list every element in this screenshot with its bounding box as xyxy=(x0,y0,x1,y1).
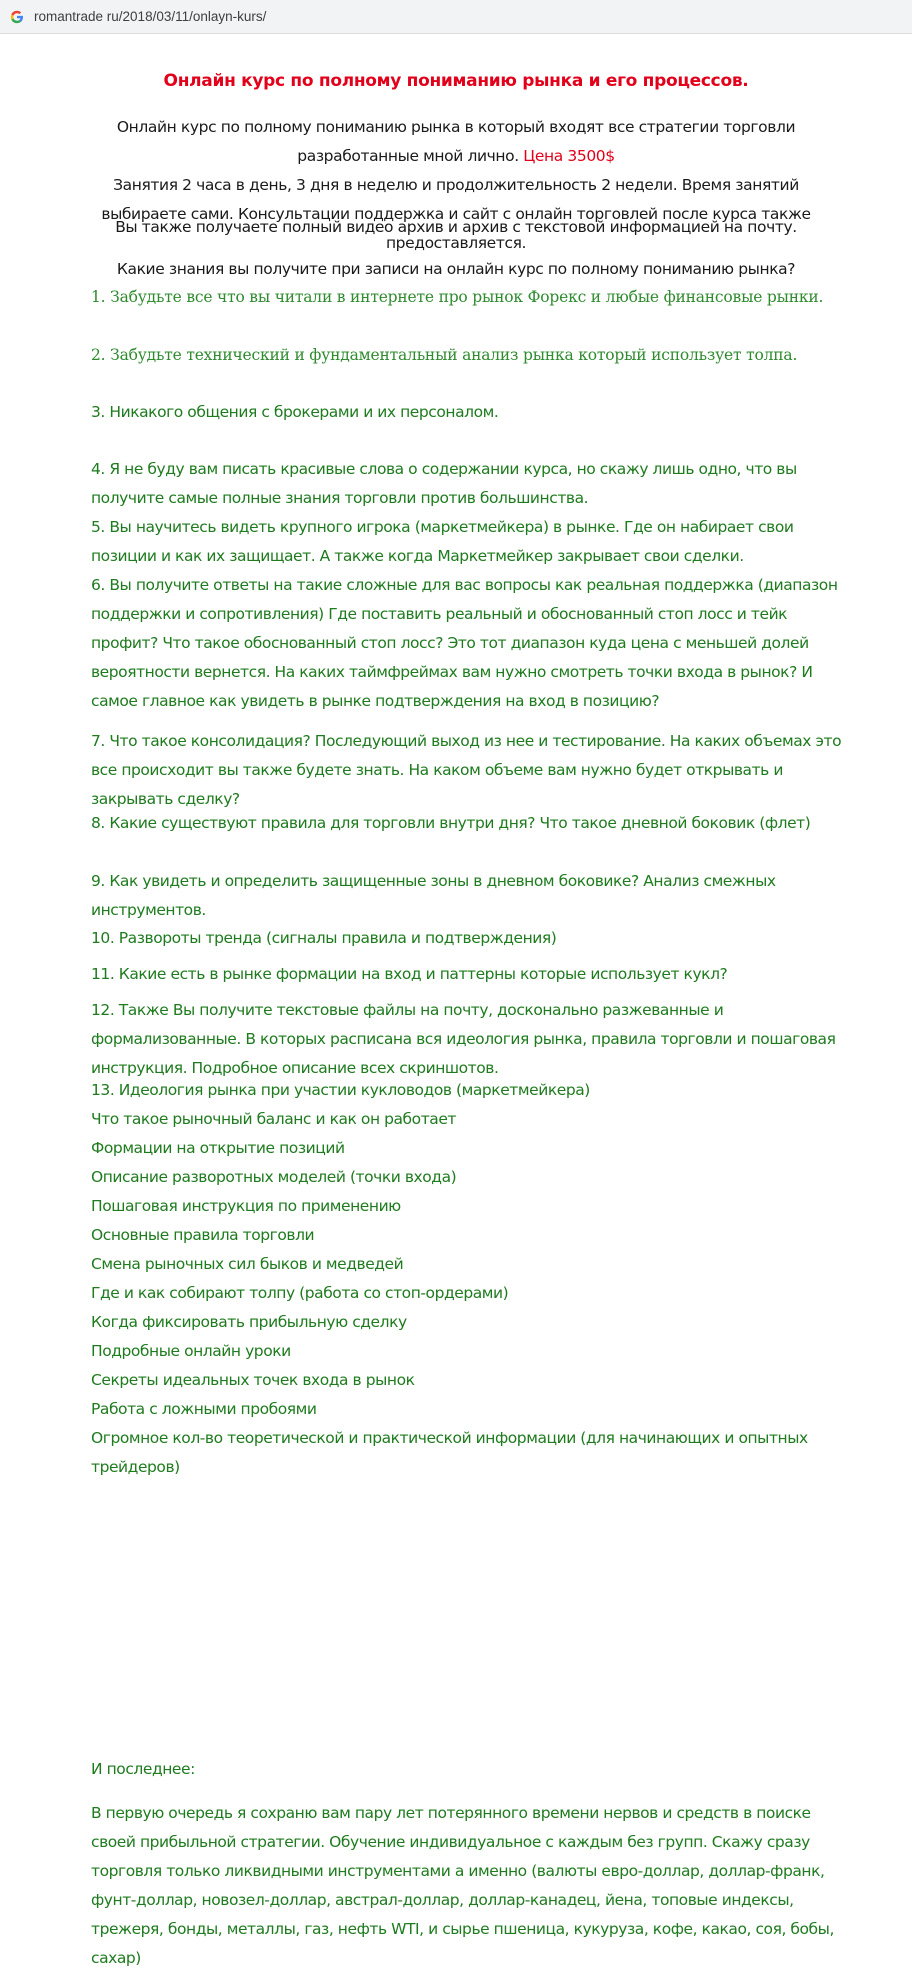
list-item: 5. Вы научитесь видеть крупного игрока (маркетмейкера) в рынке. Где он набирает свои позиции и как их защищает. А также когда Маркетмейкер закрывает свои сделки. xyxy=(91,518,794,565)
list-item: Формации на открытие позиций xyxy=(91,1139,345,1157)
list-item: 6. Вы получите ответы на такие сложные для вас вопросы как реальная поддержка (диапазон поддержки и сопротивления) Где поставить реальный и обоснованный стоп лосс и тейк профит? Что такое обоснованный стоп лосс? Это тот диапазон куда цена с меньшей долей вероятности вернется. На каких таймфреймах вам нужно смотреть точки входа в рынок? И самое главное как увидеть в рынке подтверждения на вход в позицию? xyxy=(91,576,838,710)
list-item: Когда фиксировать прибыльную сделку xyxy=(91,1313,407,1331)
price-label: Цена 3500$ xyxy=(523,147,615,165)
list-item: Секреты идеальных точек входа в рынок xyxy=(91,1371,415,1389)
list-item: Смена рыночных сил быков и медведей xyxy=(91,1255,404,1273)
list-item: 2. Забудьте технический и фундаментальный анализ рынка который использует толпа. xyxy=(91,346,798,364)
list-item: 8. Какие существуют правила для торговли внутри дня? Что такое дневной боковик (флет) xyxy=(91,814,811,832)
list-item: 1. Забудьте все что вы читали в интернете про рынок Форекс и любые финансовые рынки. xyxy=(91,288,824,306)
list-item: Пошаговая инструкция по применению xyxy=(91,1197,401,1215)
schedule-text: Занятия 2 часа в день, 3 дня в неделю и продолжительность 2 недели. Время занятий выбираете сами. Консультации поддержка и сайт с онлайн торговлей после курса также предоставляется. xyxy=(101,176,811,252)
list-item: 10. Развороты тренда (сигналы правила и подтверждения) xyxy=(91,929,557,947)
list-item: 9. Как увидеть и определить защищенные зоны в дневном боковике? Анализ смежных инструментов. xyxy=(91,872,776,919)
google-g-icon xyxy=(10,10,24,24)
list-item: Где и как собирают толпу (работа со стоп-ордерами) xyxy=(91,1284,509,1302)
intro-paragraph xyxy=(90,113,822,258)
list-item: Основные правила торговли xyxy=(91,1226,315,1244)
item-13-list xyxy=(91,1076,851,1482)
list-item: 13. Идеология рынка при участии кукловодов (маркетмейкера) xyxy=(91,1081,590,1099)
intro-text: Онлайн курс по полному пониманию рынка в который входят все стратегии торговли разработанные мной лично. xyxy=(116,118,796,165)
url-text[interactable]: romantrade ru/2018/03/11/onlayn-kurs/ xyxy=(34,9,267,24)
list-item: 3. Никакого общения с брокерами и их персоналом. xyxy=(91,403,499,421)
list-item: Описание разворотных моделей (точки входа) xyxy=(91,1168,457,1186)
page-title: Онлайн курс по полному пониманию рынка и его процессов. xyxy=(163,71,749,91)
list-item: 7. Что такое консолидация? Последующий выход из нее и тестирование. На каких объемах это все происходит вы также будете знать. На каком объеме вам нужно будет открывать и закрывать сделку? xyxy=(91,732,842,808)
question-heading: Какие знания вы получите при записи на онлайн курс по полному пониманию рынка? xyxy=(116,260,796,278)
address-bar[interactable] xyxy=(0,0,912,34)
list-item: Что такое рыночный баланс и как он работает xyxy=(91,1110,456,1128)
last-paragraph: В первую очередь я сохраню вам пару лет потерянного времени нервов и средств в поиске своей прибыльной стратегии. Обучение индивидуальное с каждым без групп. Скажу сразу торговля только ликвидными инструментами а именно (валюты евро-доллар, доллар-франк, фунт-доллар, новозел-доллар, австрал-доллар, доллар-канадец, йена, топовые индексы, трежеря, бонды, металлы, газ, нефть WTI, и сырье пшеница, кукуруза, кофе, какао, соя, бобы, сахар) xyxy=(91,1804,834,1967)
list-item: 4. Я не буду вам писать красивые слова о содержании курса, но скажу лишь одно, что вы получите самые полные знания торговли против большинства. xyxy=(91,460,797,507)
list-item: 12. Также Вы получите текстовые файлы на почту, досконально разжеванные и формализованные. В которых расписана вся идеология рынка, правила торговли и пошаговая инструкция. Подробное описание всех скриншотов. xyxy=(91,1001,836,1077)
archive-note: Вы также получаете полный видео архив и архив с текстовой информацией на почту. xyxy=(115,218,797,236)
list-item: Подробные онлайн уроки xyxy=(91,1342,291,1360)
list-item: Огромное кол-во теоретической и практической информации (для начинающих и опытных трейдеров) xyxy=(91,1429,808,1476)
list-item: 11. Какие есть в рынке формации на вход и паттерны которые использует кукл? xyxy=(91,965,728,983)
list-item: Работа с ложными пробоями xyxy=(91,1400,317,1418)
last-heading: И последнее: xyxy=(91,1760,195,1778)
